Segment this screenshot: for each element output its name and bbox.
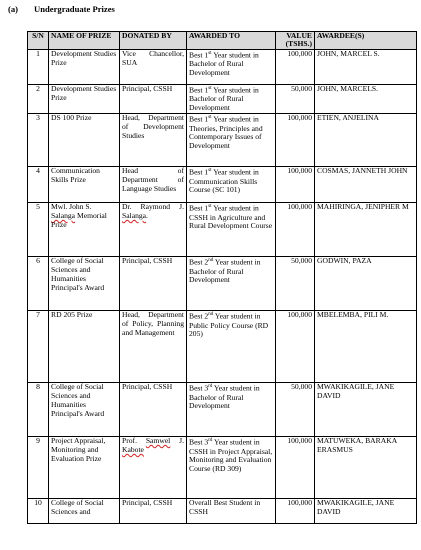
cell-donated-by: Head of Department of Language Studies [120,167,187,203]
cell-sn: 2 [28,84,49,113]
cell-awardee: GODWIN, PAZA [315,257,417,311]
cell-prize-name: Development Studies Prize [49,49,120,84]
cell-donated-by: Principal, CSSH [120,383,187,437]
cell-value: 100,000 [276,203,315,257]
cell-awarded-to: Best 3rd Year student in CSSH in Project Appraisal, Monitoring and Evaluation Course (RD 309) [187,437,276,499]
cell-awardee: JOHN, MARCELS. [315,84,417,113]
section-heading [8,4,115,14]
cell-awardee: MBELEMBA, PILI M. [315,311,417,383]
header-awardee: AWARDEE(S) [315,32,417,50]
cell-donated-by: Dr. Raymond J. Salanga. [120,203,187,257]
cell-value: 50,000 [276,84,315,113]
header-name: NAME OF PRIZE [49,32,120,50]
table-row [28,84,417,113]
cell-awarded-to: Best 3rd Year student in Bachelor of Rural Development [187,383,276,437]
cell-donated-by: Prof. Samwel J. Kabote [120,437,187,499]
cell-sn: 7 [28,311,49,383]
cell-value: 100,000 [276,114,315,167]
cell-donated-by: Principal, CSSH [120,257,187,311]
cell-prize-name: College of Social Sciences and [49,499,120,524]
cell-sn: 5 [28,203,49,257]
cell-awarded-to: Best 1st Year student in Bachelor of Rural Development [187,84,276,113]
cell-awardee: ETIEN, ANJELINA [315,114,417,167]
table-row [28,437,417,499]
cell-awarded-to: Best 2nd Year student in Bachelor of Rural Development [187,257,276,311]
header-donated: DONATED BY [120,32,187,50]
cell-prize-name: RD 205 Prize [49,311,120,383]
cell-awarded-to: Best 2nd Year student in Public Policy Course (RD 205) [187,311,276,383]
header-awarded-to: AWARDED TO [187,32,276,50]
cell-value: 50,000 [276,383,315,437]
cell-donated-by: Principal, CSSH [120,84,187,113]
table-row [28,383,417,437]
table-row [28,114,417,167]
table-row [28,49,417,84]
cell-awarded-to: Best 1st Year student in CSSH in Agriculture and Rural Development Course [187,203,276,257]
cell-prize-name: DS 100 Prize [49,114,120,167]
table-row [28,167,417,203]
table-row [28,311,417,383]
section-title: Undergraduate Prizes [34,4,115,14]
cell-sn: 8 [28,383,49,437]
cell-prize-name: Mwl. John S. Salanga Memorial Prize [49,203,120,257]
cell-donated-by: Principal, CSSH [120,499,187,524]
cell-awardee: MWAKIKAGILE, JANE DAVID [315,383,417,437]
cell-value: 100,000 [276,499,315,524]
cell-prize-name: Project Appraisal, Monitoring and Evaluation Prize [49,437,120,499]
cell-donated-by: Head, Department of Development Studies [120,114,187,167]
cell-awardee: MWAKIKAGILE, JANE DAVID [315,499,417,524]
cell-value: 50,000 [276,257,315,311]
cell-value: 100,000 [276,49,315,84]
cell-sn: 4 [28,167,49,203]
cell-awardee: MAHIRINGA, JENIPHER M [315,203,417,257]
cell-value: 100,000 [276,167,315,203]
table-row [28,499,417,524]
cell-sn: 9 [28,437,49,499]
cell-value: 100,000 [276,437,315,499]
cell-awardee: MATUWEKA, BARAKA ERASMUS [315,437,417,499]
cell-prize-name: College of Social Sciences and Humanities Principal's Award [49,257,120,311]
header-sn: S/N [28,32,49,50]
cell-prize-name: College of Social Sciences and Humanities Principal's Award [49,383,120,437]
cell-sn: 1 [28,49,49,84]
cell-awarded-to: Best 1st Year student in Theories, Principles and Contemporary Issues of Development [187,114,276,167]
cell-awarded-to: Best 1st Year student in Bachelor of Rural Development [187,49,276,84]
undergraduate-prizes-table [27,31,417,524]
cell-sn: 3 [28,114,49,167]
cell-awardee: COSMAS, JANNETH JOHN [315,167,417,203]
cell-sn: 6 [28,257,49,311]
cell-value: 100,000 [276,311,315,383]
cell-awarded-to: Overall Best Student in CSSH [187,499,276,524]
cell-donated-by: Vice Chancellor, SUA [120,49,187,84]
table-row [28,257,417,311]
cell-awarded-to: Best 1st Year student in Communication Skills Course (SC 101) [187,167,276,203]
header-row [28,32,417,50]
cell-donated-by: Head, Department of Policy, Planning and Management [120,311,187,383]
cell-sn: 10 [28,499,49,524]
cell-awardee: JOHN, MARCEL S. [315,49,417,84]
table-row [28,203,417,257]
cell-prize-name: Development Studies Prize [49,84,120,113]
header-value: VALUE (TSHS.) [276,32,315,50]
cell-prize-name: Communication Skills Prize [49,167,120,203]
section-label: (a) [8,4,19,14]
